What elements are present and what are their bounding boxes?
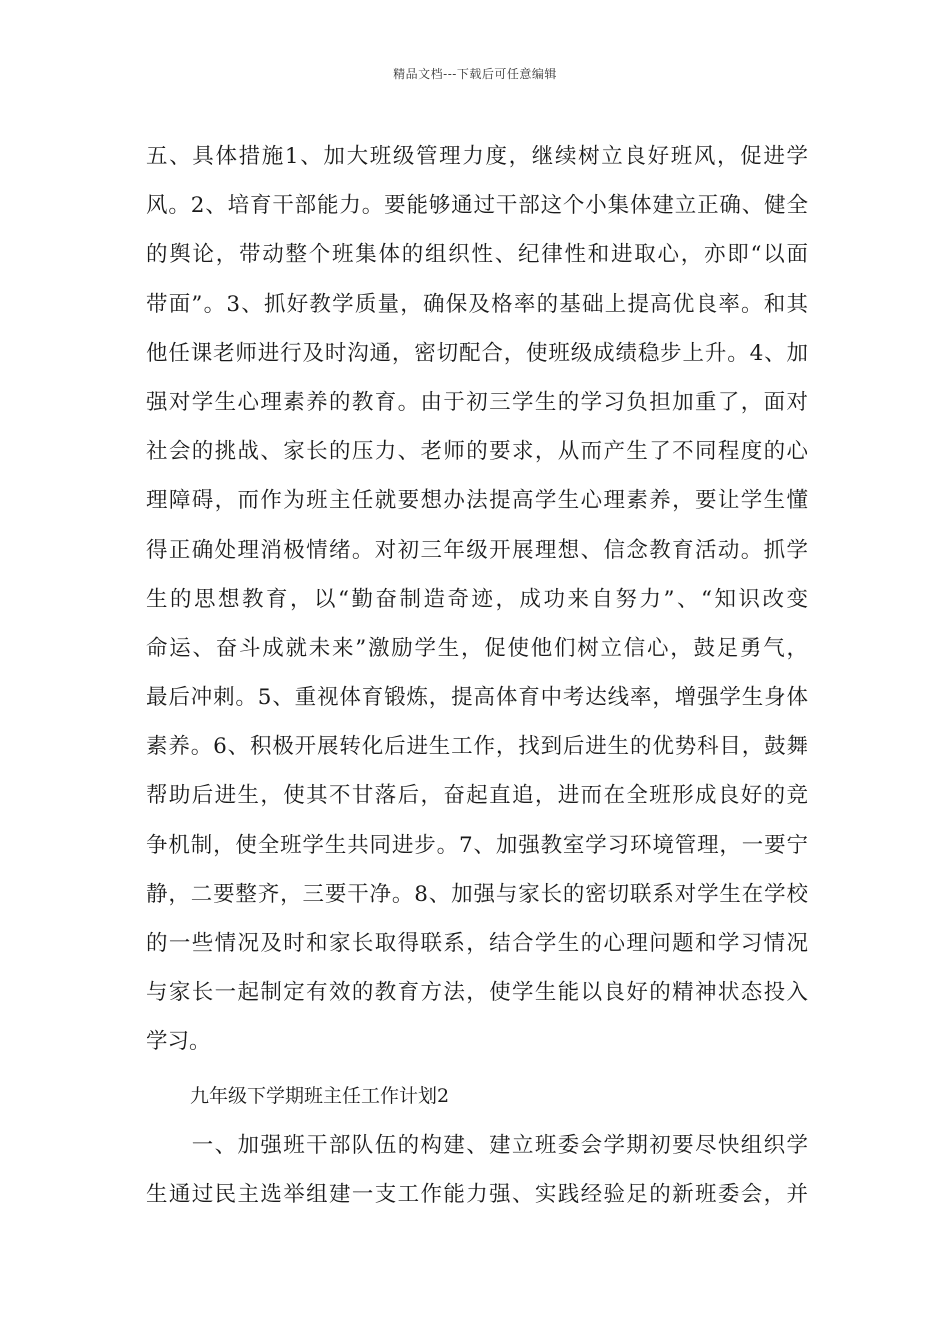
text-line: 理障碍，而作为班主任就要想办法提高学生心理素养，要让学生懂: [146, 488, 808, 514]
text-line: 一、加强班干部队伍的构建、建立班委会学期初要尽快组织学: [146, 1132, 808, 1158]
text-line: 争机制，使全班学生共同进步。7、加强教室学习环境管理，一要宁: [146, 832, 808, 858]
text-line: 的舆论，带动整个班集体的组织性、纪律性和进取心，亦即“以面: [146, 242, 808, 268]
text-line: 强对学生心理素养的教育。由于初三学生的学习负担加重了，面对: [146, 389, 808, 415]
page-header: 精品文档---下载后可任意编辑: [393, 67, 557, 81]
text-line: 最后冲刺。5、重视体育锻炼，提高体育中考达线率，增强学生身体: [146, 685, 808, 711]
text-line: 命运、奋斗成就未来”激励学生，促使他们树立信心，鼓足勇气，: [146, 635, 808, 661]
text-line: 生的思想教育，以“勤奋制造奇迹，成功来自努力”、“知识改变: [146, 586, 808, 612]
text-line: 帮助后进生，使其不甘落后，奋起直追，进而在全班形成良好的竞: [146, 783, 808, 809]
text-line: 与家长一起制定有效的教育方法，使学生能以良好的精神状态投入: [146, 980, 808, 1006]
text-line: 风。2、培育干部能力。要能够通过干部这个小集体建立正确、健全: [146, 193, 808, 219]
paragraph-class-committee: [146, 1121, 808, 1219]
text-line: 生通过民主选举组建一支工作能力强、实践经验足的新班委会，并: [146, 1181, 808, 1207]
text-line: 带面”。3、抓好教学质量，确保及格率的基础上提高优良率。和其: [146, 291, 808, 317]
section-heading: 九年级下学期班主任工作计划2: [190, 1084, 450, 1107]
text-line: 得正确处理消极情绪。对初三年级开展理想、信念教育活动。抓学: [146, 537, 808, 563]
paragraph-measures: [146, 132, 808, 1067]
text-line: 的一些情况及时和家长取得联系，结合学生的心理问题和学习情况: [146, 931, 808, 956]
text-line: 社会的挑战、家长的压力、老师的要求，从而产生了不同程度的心: [146, 439, 808, 465]
document-body: [146, 132, 808, 1219]
text-line: 五、具体措施1、加大班级管理力度，继续树立良好班风，促进学: [146, 144, 808, 169]
text-line: 素养。6、积极开展转化后进生工作，找到后进生的优势科目，鼓舞: [146, 734, 808, 760]
text-line: 静，二要整齐，三要干净。8、加强与家长的密切联系对学生在学校: [146, 881, 808, 907]
text-line: 学习。: [146, 1029, 211, 1055]
text-line: 他任课老师进行及时沟通，密切配合，使班级成绩稳步上升。4、加: [146, 340, 808, 366]
